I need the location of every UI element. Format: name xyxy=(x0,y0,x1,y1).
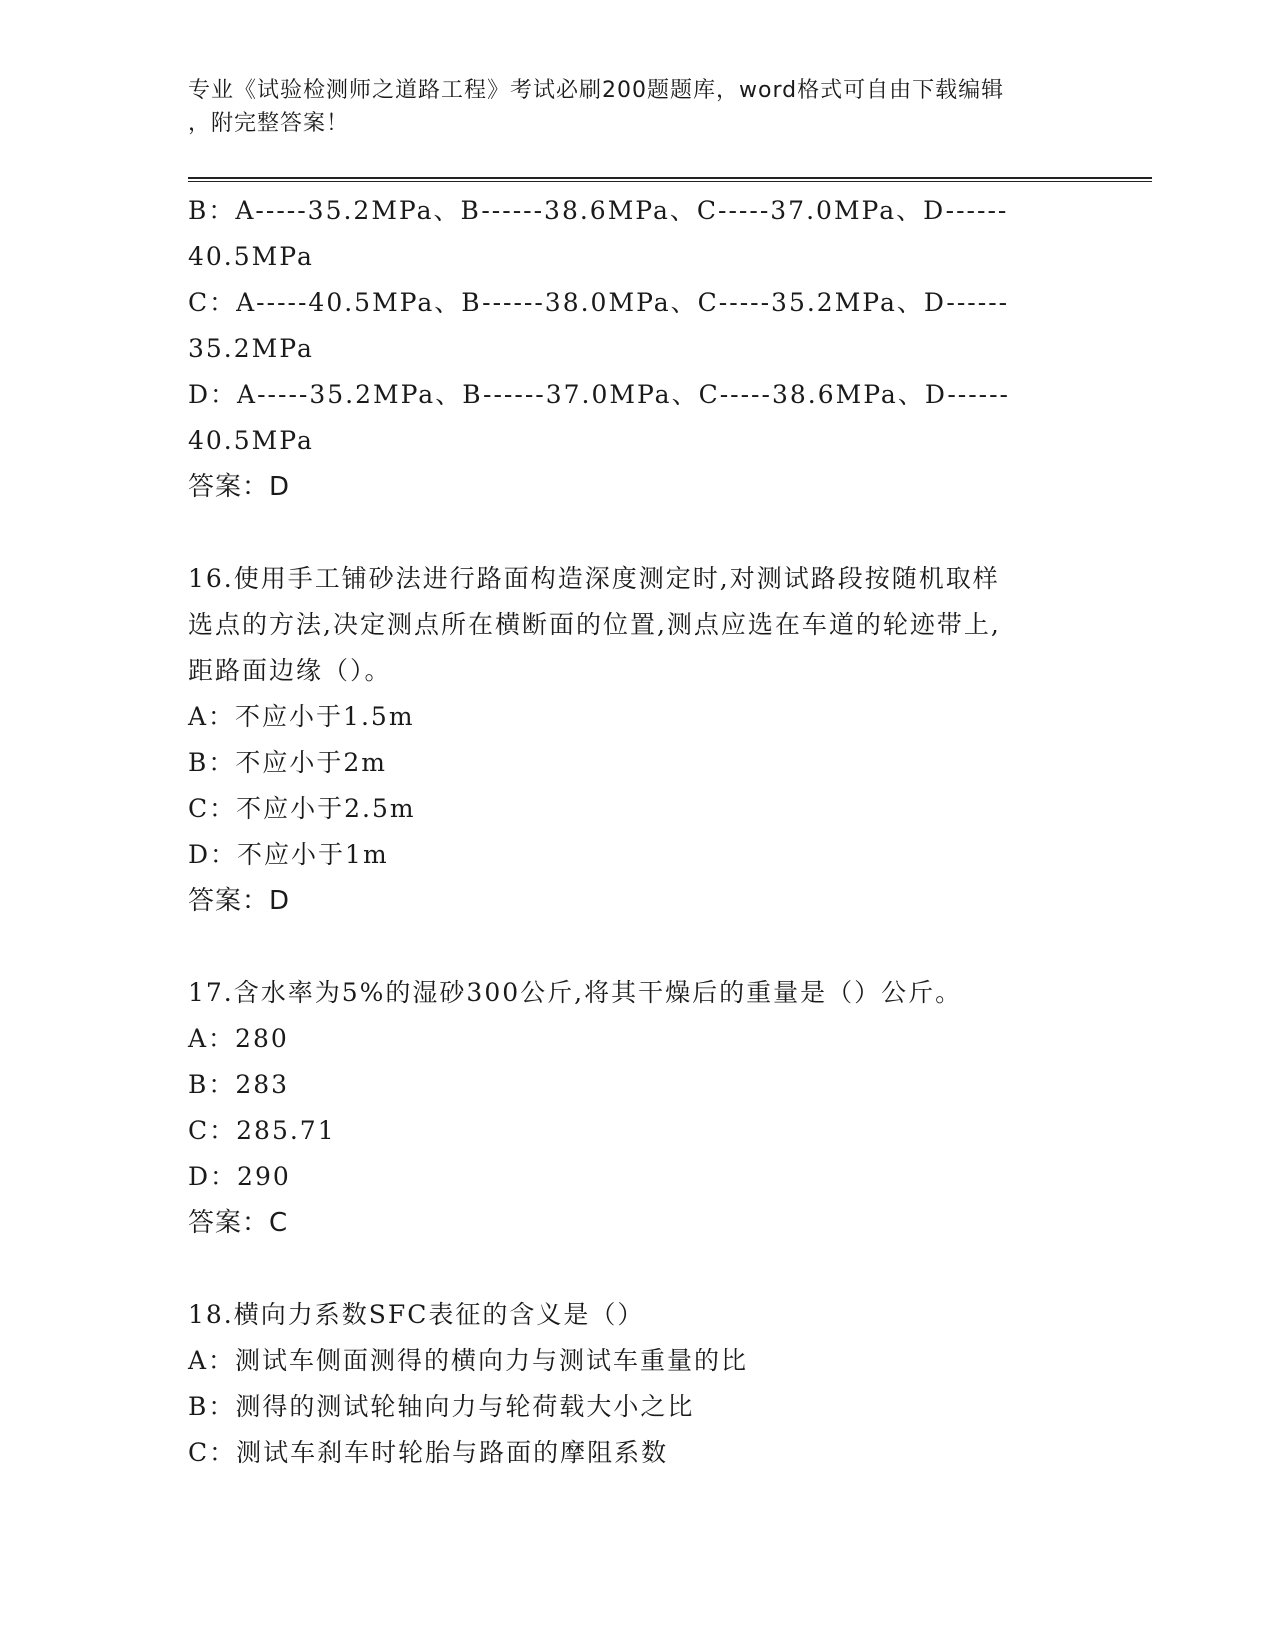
spacer xyxy=(188,924,1088,970)
q16-option-b: B：不应小于2m xyxy=(188,748,387,777)
q16-stem-line-2: 选点的方法,决定测点所在横断面的位置,测点应选在车道的轮迹带上, xyxy=(188,610,1001,639)
q15-option-d-line-2: 40.5MPa xyxy=(188,426,314,455)
header-title-line-2: ，附完整答案！ xyxy=(188,111,350,136)
spacer xyxy=(188,1246,1088,1292)
q15-option-b-line-2: 40.5MPa xyxy=(188,242,314,271)
q17-option-a: A：280 xyxy=(188,1024,289,1053)
question-16 xyxy=(188,556,1088,924)
question-15 xyxy=(188,188,1088,510)
q16-stem-line-3: 距路面边缘（）。 xyxy=(188,656,392,685)
q16-option-d: D：不应小于1m xyxy=(188,840,389,869)
q18-option-c: C：测试车刹车时轮胎与路面的摩阻系数 xyxy=(188,1438,669,1467)
question-17 xyxy=(188,970,1088,1246)
q15-option-d-line-1: D：A-----35.2MPa、B------37.0MPa、C-----38.6MPa、D------ xyxy=(188,380,1011,409)
q18-option-b: B：测得的测试轮轴向力与轮荷载大小之比 xyxy=(188,1392,695,1421)
q17-answer: 答案：C xyxy=(188,1208,289,1238)
q16-answer: 答案：D xyxy=(188,886,291,916)
spacer xyxy=(188,510,1088,556)
q15-option-c-line-2: 35.2MPa xyxy=(188,334,314,363)
q16-option-c: C：不应小于2.5m xyxy=(188,794,416,823)
q16-stem-line-1: 16.使用手工铺砂法进行路面构造深度测定时,对测试路段按随机取样 xyxy=(188,564,1000,593)
header-divider xyxy=(188,177,1152,182)
q17-stem-line-1: 17.含水率为5%的湿砂300公斤,将其干燥后的重量是（）公斤。 xyxy=(188,978,963,1007)
question-18 xyxy=(188,1292,1088,1476)
q17-option-d: D：290 xyxy=(188,1162,291,1191)
q17-option-b: B：283 xyxy=(188,1070,290,1099)
q18-option-a: A：测试车侧面测得的横向力与测试车重量的比 xyxy=(188,1346,749,1375)
page-header xyxy=(188,74,1068,140)
q17-option-c: C：285.71 xyxy=(188,1116,336,1145)
q16-option-a: A：不应小于1.5m xyxy=(188,702,415,731)
q15-option-b-line-1: B：A-----35.2MPa、B------38.6MPa、C-----37.0MPa、D------ xyxy=(188,196,1009,225)
q15-answer: 答案：D xyxy=(188,472,291,502)
q15-option-c-line-1: C：A-----40.5MPa、B------38.0MPa、C-----35.2MPa、D------ xyxy=(188,288,1010,317)
document-body xyxy=(188,188,1088,1476)
q18-stem-line-1: 18.横向力系数SFC表征的含义是（） xyxy=(188,1300,645,1329)
header-title-line-1: 专业《试验检测师之道路工程》考试必刷200题题库，word格式可自由下载编辑 xyxy=(188,78,1005,103)
